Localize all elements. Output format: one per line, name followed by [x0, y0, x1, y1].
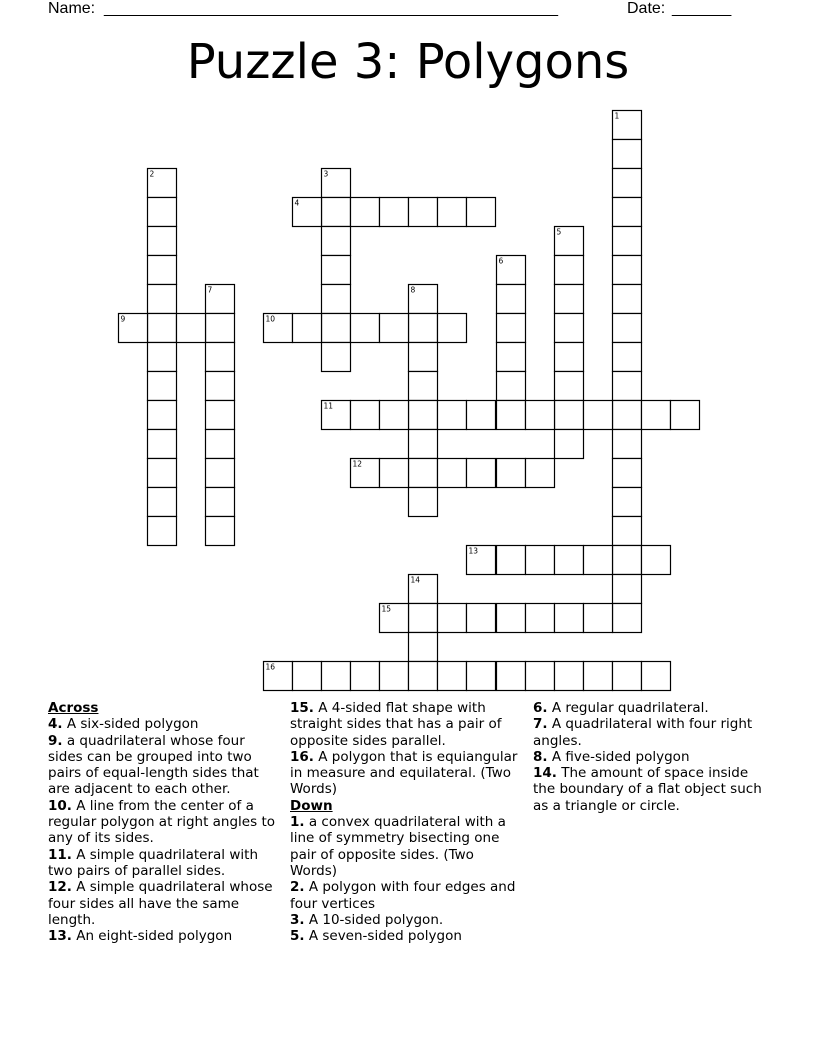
- grid-cell[interactable]: [322, 285, 351, 314]
- grid-cell[interactable]: [497, 372, 526, 401]
- clue-across-9: [48, 733, 283, 798]
- grid-cell[interactable]: [613, 285, 642, 314]
- grid-number: 2: [149, 169, 155, 179]
- clue-across-10: [48, 798, 283, 847]
- grid-cell[interactable]: [584, 662, 613, 691]
- grid-cell[interactable]: [148, 459, 177, 488]
- clue-text: A five-sided polygon: [551, 748, 690, 765]
- grid-cell[interactable]: [148, 198, 177, 227]
- grid-cell[interactable]: [584, 401, 613, 430]
- grid-cell[interactable]: [409, 343, 438, 372]
- grid-number: 10: [265, 314, 276, 324]
- clue-number: 3.: [290, 911, 305, 928]
- clue-down-2: [290, 879, 525, 912]
- grid-cell[interactable]: [555, 314, 584, 343]
- grid-cell[interactable]: [380, 662, 409, 691]
- grid-cell[interactable]: [380, 198, 409, 227]
- grid-cell[interactable]: [322, 662, 351, 691]
- date-blank[interactable]: _______: [672, 0, 731, 17]
- grid-cell[interactable]: [613, 662, 642, 691]
- grid-cell[interactable]: [497, 401, 526, 430]
- clue-across-11: [48, 847, 283, 880]
- clue-number: 10.: [48, 797, 72, 814]
- grid-cell[interactable]: [584, 604, 613, 633]
- grid-cell[interactable]: [409, 372, 438, 401]
- grid-cell[interactable]: [322, 256, 351, 285]
- grid-cell[interactable]: [409, 430, 438, 459]
- clue-text: An eight-sided polygon: [76, 928, 233, 945]
- grid-cell[interactable]: [322, 343, 351, 372]
- clue-down-5: [290, 928, 525, 944]
- clue-down-6: [533, 700, 768, 716]
- grid-cell[interactable]: [148, 285, 177, 314]
- grid-cell[interactable]: [613, 140, 642, 169]
- clue-down-1: [290, 814, 525, 879]
- grid-cell[interactable]: [467, 401, 496, 430]
- grid-number: 16: [265, 662, 276, 672]
- grid-cell[interactable]: [613, 430, 642, 459]
- grid-cell[interactable]: [613, 169, 642, 198]
- grid-cell[interactable]: [613, 517, 642, 546]
- grid-number: 7: [207, 285, 213, 295]
- grid-cell[interactable]: [409, 662, 438, 691]
- clue-text: A simple quadrilateral whose four sides all have the same length.: [48, 879, 273, 928]
- grid-cell[interactable]: [671, 401, 700, 430]
- grid-cell[interactable]: [148, 517, 177, 546]
- clue-down-14: [533, 765, 768, 814]
- clue-across-4: [48, 716, 283, 732]
- grid-cell[interactable]: [555, 604, 584, 633]
- grid-cell[interactable]: [613, 227, 642, 256]
- grid-cell[interactable]: [322, 227, 351, 256]
- clue-text: A regular quadrilateral.: [551, 700, 709, 716]
- grid-cell[interactable]: [148, 488, 177, 517]
- grid-cell[interactable]: [206, 401, 235, 430]
- clue-text: a convex quadrilateral with a line of symmetry bisecting one pair of opposite sides. (Two Words): [290, 814, 506, 879]
- grid-cell[interactable]: [409, 633, 438, 662]
- down-heading: Down: [290, 797, 333, 814]
- clue-number: 2.: [290, 879, 305, 896]
- clue-number: 12.: [48, 879, 72, 896]
- clues-column-3: [533, 700, 768, 814]
- grid-cell[interactable]: [409, 401, 438, 430]
- grid-cell[interactable]: [148, 372, 177, 401]
- grid-cell[interactable]: [177, 314, 206, 343]
- clue-text: A simple quadrilateral with two pairs of parallel sides.: [48, 846, 258, 879]
- grid-cell[interactable]: [322, 198, 351, 227]
- clue-across-16: [290, 749, 525, 798]
- grid-number: 9: [120, 314, 126, 324]
- grid-cell[interactable]: [497, 343, 526, 372]
- grid-cell[interactable]: [613, 488, 642, 517]
- grid-cell[interactable]: [380, 314, 409, 343]
- grid-cell[interactable]: [409, 604, 438, 633]
- grid-number: 15: [381, 604, 392, 614]
- clue-text: A 4-sided flat shape with straight sides that has a pair of opposite sides parallel.: [290, 700, 502, 749]
- grid-cell[interactable]: [351, 314, 380, 343]
- grid-cell[interactable]: [613, 401, 642, 430]
- grid-number: 13: [468, 546, 479, 556]
- grid-cell[interactable]: [555, 546, 584, 575]
- clue-text: A six-sided polygon: [66, 716, 199, 733]
- grid-cell[interactable]: [642, 546, 671, 575]
- clue-number: 14.: [533, 765, 557, 782]
- grid-number: 6: [498, 256, 504, 266]
- clues-column-2: [290, 700, 525, 944]
- clue-number: 15.: [290, 700, 314, 716]
- grid-cell[interactable]: [438, 401, 467, 430]
- grid-cell[interactable]: [526, 604, 555, 633]
- clue-number: 4.: [48, 716, 63, 733]
- grid-cell[interactable]: [322, 314, 351, 343]
- grid-cell[interactable]: [206, 488, 235, 517]
- grid-cell[interactable]: [206, 430, 235, 459]
- grid-cell[interactable]: [351, 401, 380, 430]
- grid-cell[interactable]: [555, 372, 584, 401]
- grid-cell[interactable]: [467, 459, 496, 488]
- grid-cell[interactable]: [351, 198, 380, 227]
- grid-cell[interactable]: [526, 546, 555, 575]
- clue-across-13: [48, 928, 283, 944]
- grid-number: 8: [410, 285, 416, 295]
- clue-number: 16.: [290, 748, 314, 765]
- grid-cell[interactable]: [555, 401, 584, 430]
- grid-cell[interactable]: [613, 546, 642, 575]
- grid-number: 12: [352, 459, 363, 469]
- grid-cell[interactable]: [497, 285, 526, 314]
- clue-across-15: [290, 700, 525, 749]
- grid-number: 4: [294, 198, 300, 208]
- clue-text: a quadrilateral whose four sides can be grouped into two pairs of equal-length sides that are adjacent to each other.: [48, 732, 259, 798]
- grid-cell[interactable]: [148, 401, 177, 430]
- grid-cell[interactable]: [467, 198, 496, 227]
- grid-number: 11: [323, 401, 334, 411]
- name-blank[interactable]: ______________________________________________________: [104, 0, 558, 17]
- grid-cell[interactable]: [409, 314, 438, 343]
- grid-number: 1: [614, 111, 620, 121]
- clue-number: 7.: [533, 716, 548, 733]
- page-title: Puzzle 3: Polygons: [186, 34, 630, 90]
- grid-cell[interactable]: [380, 459, 409, 488]
- grid-cell[interactable]: [148, 314, 177, 343]
- grid-cell[interactable]: [293, 314, 322, 343]
- grid-cell[interactable]: [613, 604, 642, 633]
- clue-number: 5.: [290, 928, 305, 945]
- grid-cell[interactable]: [148, 227, 177, 256]
- clue-number: 6.: [533, 700, 548, 716]
- grid-cell[interactable]: [613, 256, 642, 285]
- clue-text: A polygon with four edges and four vertices: [290, 879, 516, 912]
- grid-cell[interactable]: [555, 256, 584, 285]
- grid-cell[interactable]: [293, 662, 322, 691]
- grid-cell[interactable]: [555, 662, 584, 691]
- grid-number: 14: [410, 575, 421, 585]
- grid-cell[interactable]: [438, 314, 467, 343]
- grid-cell[interactable]: [438, 459, 467, 488]
- grid-cell[interactable]: [555, 285, 584, 314]
- clue-text: A polygon that is equiangular in measure and equilateral. (Two Words): [290, 748, 518, 798]
- clue-across-12: [48, 879, 283, 928]
- grid-cell[interactable]: [206, 343, 235, 372]
- grid-cell[interactable]: [409, 198, 438, 227]
- grid-cell[interactable]: [148, 343, 177, 372]
- clues-column-1: [48, 700, 283, 944]
- grid-cell[interactable]: [497, 459, 526, 488]
- grid-cell[interactable]: [467, 604, 496, 633]
- grid-cell[interactable]: [642, 401, 671, 430]
- grid-cell[interactable]: [613, 343, 642, 372]
- grid-cell[interactable]: [438, 604, 467, 633]
- date-label: Date:: [627, 0, 666, 17]
- clue-number: 13.: [48, 928, 72, 945]
- clue-text: A quadrilateral with four right angles.: [533, 716, 753, 749]
- grid-cell[interactable]: [206, 517, 235, 546]
- grid-cell[interactable]: [497, 546, 526, 575]
- clue-text: A 10-sided polygon.: [308, 911, 444, 928]
- clue-number: 9.: [48, 732, 63, 749]
- grid-cell[interactable]: [467, 662, 496, 691]
- across-heading: Across: [48, 700, 99, 716]
- grid-cell[interactable]: [613, 459, 642, 488]
- grid-cell[interactable]: [526, 662, 555, 691]
- grid-cell[interactable]: [409, 459, 438, 488]
- grid-cell[interactable]: [584, 546, 613, 575]
- grid-cell[interactable]: [380, 401, 409, 430]
- grid-cell[interactable]: [613, 198, 642, 227]
- grid-cell[interactable]: [613, 372, 642, 401]
- grid-cell[interactable]: [409, 488, 438, 517]
- grid-cell[interactable]: [555, 343, 584, 372]
- clue-down-7: [533, 716, 768, 749]
- grid-cell[interactable]: [148, 256, 177, 285]
- grid-cell[interactable]: [526, 459, 555, 488]
- grid-number: 5: [556, 227, 562, 237]
- clue-down-3: [290, 912, 525, 928]
- grid-cell[interactable]: [438, 662, 467, 691]
- grid-cell[interactable]: [555, 430, 584, 459]
- clue-text: A line from the center of a regular polygon at right angles to any of its sides.: [48, 797, 275, 847]
- clue-down-8: [533, 749, 768, 765]
- grid-cell[interactable]: [206, 372, 235, 401]
- grid-cell[interactable]: [206, 459, 235, 488]
- grid-cell[interactable]: [497, 604, 526, 633]
- clue-number: 1.: [290, 814, 305, 831]
- clue-text: The amount of space inside the boundary of a flat object such as a triangle or circle.: [533, 765, 762, 814]
- clue-text: A seven-sided polygon: [308, 928, 462, 945]
- grid-cell[interactable]: [438, 198, 467, 227]
- grid-number: 3: [323, 169, 329, 179]
- grid-cell[interactable]: [642, 662, 671, 691]
- grid-cell[interactable]: [206, 314, 235, 343]
- clue-number: 8.: [533, 748, 548, 765]
- grid-cell[interactable]: [497, 314, 526, 343]
- grid-cell[interactable]: [613, 314, 642, 343]
- grid-cell[interactable]: [351, 662, 380, 691]
- grid-cell[interactable]: [148, 430, 177, 459]
- clue-number: 11.: [48, 846, 72, 863]
- name-label: Name:: [48, 0, 96, 17]
- grid-cell[interactable]: [613, 575, 642, 604]
- grid-cell[interactable]: [526, 401, 555, 430]
- grid-cell[interactable]: [497, 662, 526, 691]
